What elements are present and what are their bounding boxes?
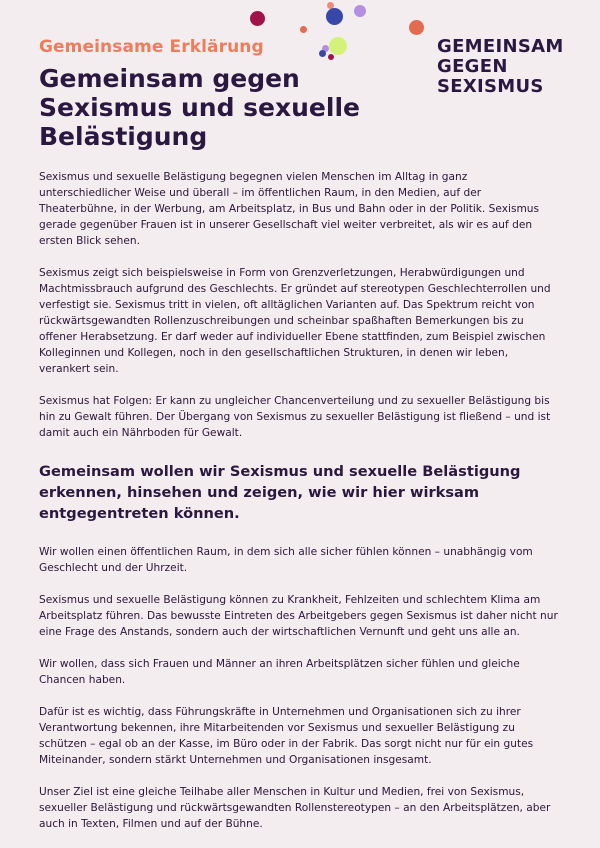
logo-line: SEXISMUS xyxy=(437,76,544,97)
logo-line: GEMEINSAM xyxy=(437,36,564,57)
paragraph: Unser Ziel ist eine gleiche Teilhabe aller Menschen in Kultur und Medien, frei von Sexismus, sexueller Belästigung und rückwärtsgewandten Rollenstereotypen – an den Arbeitsplätzen, aber auch in Texten, Filmen und auf der Bühne. xyxy=(39,786,551,830)
page-title: Gemeinsam gegen Sexismus und sexuelle Belästigung xyxy=(39,64,360,151)
paragraph: Wir wollen, dass sich Frauen und Männer an ihren Arbeitsplätzen sicher fühlen und gleiche Chancen haben. xyxy=(39,658,520,686)
paragraph: Sexismus zeigt sich beispielsweise in Form von Grenzverletzungen, Herabwürdigungen und Machtmissbrauch aufgrund des Geschlechts. Er gründet auf stereotypen Geschlechterrollen und verfestigt sie. Sexismus tritt in vielen, oft alltäglichen Varianten auf. Das Spektrum reicht von rückwärtsgewandten Rollenzuschreibungen und scheinbar spaßhaften Bemerkungen bis zu offener Herabsetzung. Er darf weder auf individueller Ebene stattfinden, zum Beispiel zwischen Kolleginnen und Kollegen, noch in den gesellschaftlichen Strukturen, in denen wir leben, verankert sein. xyxy=(39,267,551,375)
paragraph: Wir wollen einen öffentlichen Raum, in dem sich alle sicher fühlen können – unabhängig vom Geschlecht und der Uhrzeit. xyxy=(39,546,533,574)
confetti-dot xyxy=(409,20,424,35)
confetti-dot xyxy=(326,8,343,25)
kicker-label: Gemeinsame Erklärung xyxy=(39,37,264,57)
paragraph: Sexismus hat Folgen: Er kann zu ungleicher Chancenverteilung und zu sexueller Belästigung bis hin zu Gewalt führen. Der Übergang von Sexismus zu sexueller Belästigung ist fließend – und ist damit auch ein Nährboden für Gewalt. xyxy=(39,395,551,439)
lead-statement: Gemeinsam wollen wir Sexismus und sexuelle Belästigung erkennen, hinsehen und zeigen, wie wir hier wirksam entgegentreten können. xyxy=(39,463,521,522)
declaration-body xyxy=(39,169,561,848)
logo-line: GEGEN xyxy=(437,56,508,77)
confetti-dot xyxy=(319,50,326,57)
confetti-dot xyxy=(329,37,347,55)
paragraph: Sexismus und sexuelle Belästigung begegnen vielen Menschen im Alltag in ganz unterschiedlicher Weise und überall – im öffentlichen Raum, in den Medien, auf der Theaterbühne, in der Werbung, am Arbeitsplatz, in Bus und Bahn oder in der Politik. Sexismus gerade gegenüber Frauen ist in unserer Gesellschaft viel weiter verbreitet, als wir es auf den ersten Blick sehen. xyxy=(39,171,540,247)
confetti-dot xyxy=(328,54,334,60)
paragraph: Dafür ist es wichtig, dass Führungskräfte in Unternehmen und Organisationen sich zu ihrer Verantwortung bekennen, ihre Mitarbeitenden vor Sexismus und sexueller Belästigung zu schützen – egal ob an der Kasse, im Büro oder in der Fabrik. Das sorgt nicht nur für ein gutes Miteinander, sondern stärkt Unternehmen und Organisationen insgesamt. xyxy=(39,706,534,766)
campaign-logo xyxy=(437,37,564,97)
confetti-dot xyxy=(354,5,366,17)
confetti-dot xyxy=(300,26,307,33)
confetti-dot xyxy=(250,11,265,26)
paragraph: Sexismus und sexuelle Belästigung können zu Krankheit, Fehlzeiten und schlechtem Klima am Arbeitsplatz führen. Das bewusste Eintreten des Arbeitgebers gegen Sexismus ist daher nicht nur eine Frage des Anstands, sondern auch der wirtschaftlichen Vernunft und geht uns alle an. xyxy=(39,594,558,638)
